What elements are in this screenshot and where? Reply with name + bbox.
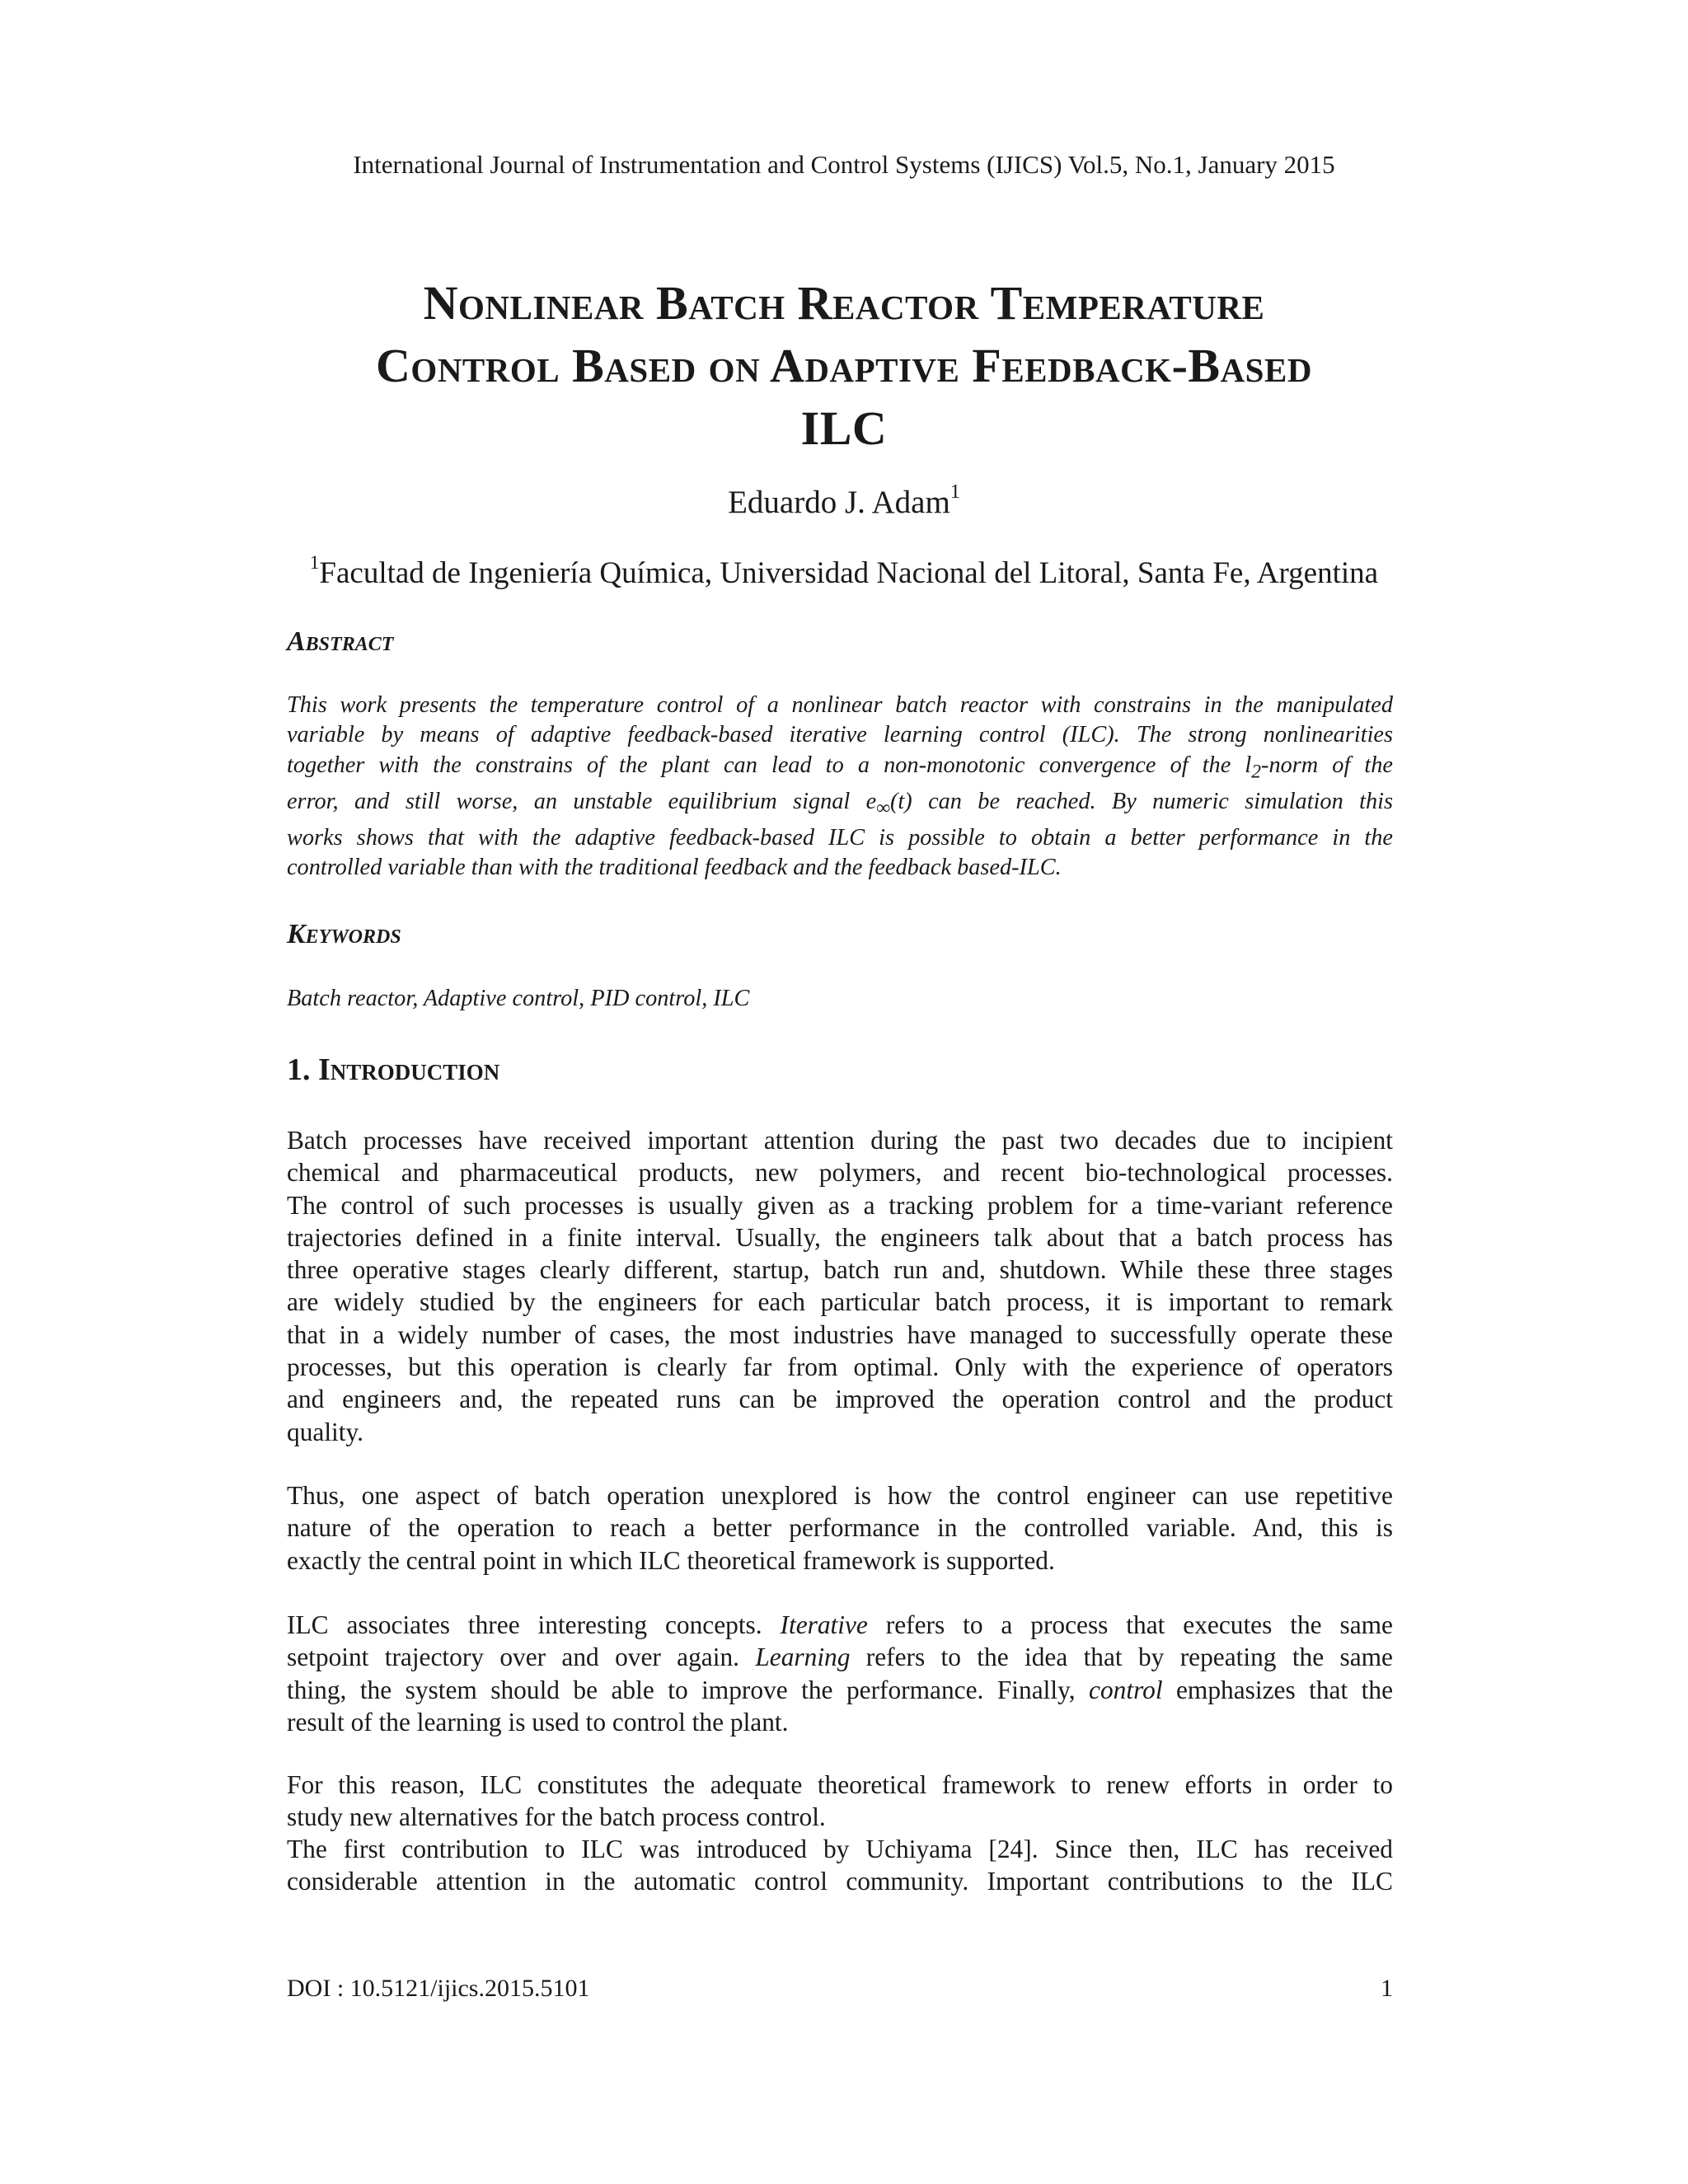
footer-doi: DOI : 10.5121/ijics.2015.5101 [287, 1975, 590, 2002]
text-line: quality. [287, 1417, 363, 1446]
text-line: For this reason, ILC constitutes the adequate theoretical framework to renew efforts in order to [287, 1770, 1393, 1799]
text-line: ILC associates three interesting concepts. Iterative refers to a process that executes the same [287, 1610, 1393, 1639]
intro-paragraph-5 [287, 1833, 1393, 1898]
abstract-line: variable by means of adaptive feedback-based iterative learning control (ILC). The strong nonlinearities [287, 722, 1393, 748]
text-line: are widely studied by the engineers for each particular batch process, it is important to remark [287, 1287, 1393, 1317]
affiliation-text: Facultad de Ingeniería Química, Universidad Nacional del Litoral, Santa Fe, Argentina [319, 556, 1379, 590]
emphasis-learning: Learning [755, 1643, 851, 1672]
abstract-body [287, 691, 1393, 883]
keywords-list: Batch reactor, Adaptive control, PID control, ILC [287, 986, 750, 1011]
emphasis-iterative: Iterative [780, 1610, 868, 1639]
abstract-line: works shows that with the adaptive feedback-based ILC is possible to obtain a better performance in the [287, 824, 1393, 851]
intro-paragraph-4 [287, 1769, 1393, 1834]
section-heading-introduction: 1. Introduction [287, 1052, 500, 1087]
abstract-line: controlled variable than with the traditional feedback and the feedback based-ILC. [287, 854, 1062, 880]
author-name: Eduardo J. Adam [728, 485, 950, 520]
text-line: Thus, one aspect of batch operation unexplored is how the control engineer can use repetitive [287, 1481, 1393, 1510]
text-line: study new alternatives for the batch process control. [287, 1802, 826, 1832]
author [0, 482, 1688, 523]
paper-title [206, 272, 1482, 460]
title-line: ILC [800, 401, 888, 455]
emphasis-control: control [1089, 1675, 1163, 1704]
abstract-line: error, and still worse, an unstable equilibrium signal $e_\infty(t)$ can be reached. By numeric simulation this [287, 788, 1393, 819]
text-line: setpoint trajectory over and over again. Learning refers to the idea that by repeating the same [287, 1643, 1393, 1672]
text-line: that in a widely number of cases, the most industries have managed to successfully operate these [287, 1319, 1393, 1349]
intro-paragraph-1 [287, 1124, 1393, 1448]
text-line: The first contribution to ILC was introduced by Uchiyama [24]. Since then, ILC has received [287, 1835, 1393, 1863]
text-line: processes, but this operation is clearly far from optimal. Only with the experience of operators [287, 1352, 1393, 1382]
text-line: The control of such processes is usually given as a tracking problem for a time-variant reference [287, 1190, 1393, 1220]
affiliation-mark: 1 [309, 552, 320, 574]
intro-paragraph-2 [287, 1479, 1393, 1577]
text-line: three operative stages clearly different, startup, batch run and, shutdown. While these three stages [287, 1255, 1393, 1285]
text-line: trajectories defined in a finite interval. Usually, the engineers talk about that a batch process has [287, 1222, 1393, 1252]
journal-running-header: International Journal of Instrumentation and Control Systems (IJICS) Vol.5, No.1, January 2015 [353, 150, 1335, 179]
text-line: chemical and pharmaceutical products, new polymers, and recent bio-technological processes. [287, 1158, 1393, 1188]
text-line: result of the learning is used to control the plant. [287, 1707, 789, 1736]
title-line: Control Based on Adaptive Feedback-Based [376, 339, 1312, 392]
author-affiliation-mark: 1 [950, 480, 960, 504]
text-line: exactly the central point in which ILC theoretical framework is supported. [287, 1545, 1055, 1575]
intro-paragraph-3 [287, 1609, 1393, 1738]
keywords-heading: Keywords [287, 919, 401, 949]
abstract-heading: Abstract [287, 626, 394, 657]
text-line: thing, the system should be able to improve the performance. Finally, control emphasizes that the [287, 1675, 1393, 1704]
text-line: nature of the operation to reach a better performance in the controlled variable. And, this is [287, 1513, 1393, 1543]
page-number: 1 [1381, 1975, 1393, 2002]
title-line: Nonlinear Batch Reactor Temperature [423, 276, 1265, 330]
abstract-line: together with the constrains of the plant can lead to a non-monotonic convergence of the $l_2$-norm of the [287, 752, 1393, 783]
abstract-line: This work presents the temperature control of a nonlinear batch reactor with constrains in the manipulated [287, 692, 1393, 718]
text-line: considerable attention in the automatic control community. Important contributions to the ILC [287, 1867, 1393, 1896]
text-line: Batch processes have received important attention during the past two decades due to incipient [287, 1126, 1393, 1155]
text-line: and engineers and, the repeated runs can be improved the operation control and the product [287, 1385, 1393, 1414]
affiliation [0, 554, 1688, 593]
